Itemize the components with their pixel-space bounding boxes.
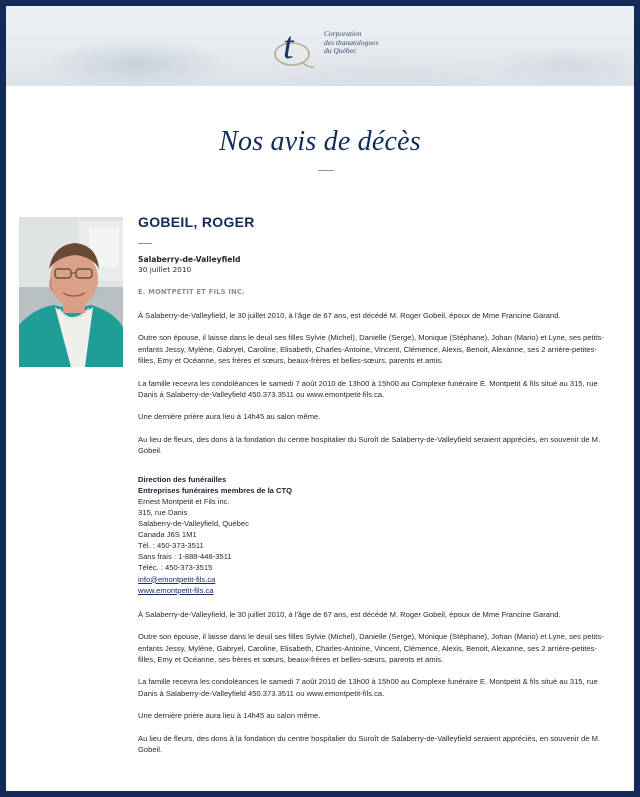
company-email-link[interactable]: info@emontpetit-fils.ca <box>138 574 216 584</box>
page-title: Nos avis de décès <box>219 126 421 157</box>
company-city: Salaberry-de-Valleyfield, Québec <box>138 519 249 529</box>
company-phone: Tél. : 450-373-3511 <box>138 541 204 551</box>
notice-paragraph: Au lieu de fleurs, des dons à la fondation du centre hospitalier du Suroît de Salaberry-de-Valleyfield seraient appréciés, en souvenir de M. Gobeil. <box>138 733 601 754</box>
ctq-logo[interactable] <box>270 20 390 74</box>
company-tollfree: Sans frais : 1-888-448-3511 <box>138 552 232 562</box>
notice-paragraph: Outre son épouse, il laisse dans le deuil ses filles Sylvie (Michel), Danielle (Serge), Monique (Stéphane), Johan (Mario) et Lyne, ses petits-enfants Jessy, Mylène, Gabryel, Caroline, Elisabeth, Charles-Antoine, Vincent, Clémence, Alexis, Benoit, Alexanne, ses 2 arrière-petites-filles, Emy et Océanne, ses frères et sœurs, beaux-frères et belles-sœurs, parents et amis. <box>138 632 604 664</box>
members-heading: Entreprises funéraires membres de la CTQ <box>138 485 293 495</box>
company-website-link[interactable]: www.emontpetit-fils.ca <box>138 585 214 595</box>
logo-text <box>324 30 378 56</box>
notice-paragraph: À Salaberry-de-Valleyfield, le 30 juillet 2010, à l'âge de 67 ans, est décédé M. Roger Gobeil, époux de Mme Francine Garand. <box>138 311 561 320</box>
notice-city: Salaberry-de-Valleyfield <box>138 255 241 264</box>
company-postal: Canada J6S 1M1 <box>138 530 197 540</box>
notice-paragraph: Outre son épouse, il laisse dans le deuil ses filles Sylvie (Michel), Danielle (Serge), Monique (Stéphane), Johan (Mario) et Lyne, ses petits-enfants Jessy, Mylène, Gabryel, Caroline, Elisabeth, Charles-Antoine, Vincent, Clémence, Alexis, Benoit, Alexanne, ses 2 arrière-petites-filles, Emy et Océanne, ses frères et sœurs, beaux-frères et belles-sœurs, parents et amis. <box>138 333 604 366</box>
notice-paragraph: La famille recevra les condoléances le samedi 7 août 2010 de 13h00 à 15h00 au Complexe funéraire E. Montpetit & fils situé au 315, rue Danis à Salaberry-de-Valleyfield 450.373.3511 ou www.emontpetit-fils.ca. <box>138 378 598 400</box>
title-divider <box>318 170 334 171</box>
notice-content <box>138 214 614 755</box>
notice-paragraph: Une dernière prière aura lieu à 14h45 au salon même. <box>138 412 321 422</box>
notice-paragraph: Une dernière prière aura lieu à 14h45 au salon même. <box>138 711 321 721</box>
ctq-logo-icon <box>270 20 320 74</box>
header-banner <box>6 6 634 86</box>
company-street: 315, rue Danis <box>138 507 188 517</box>
notice-date: 30 juillet 2010 <box>138 265 192 274</box>
notice-paragraph: La famille recevra les condoléances le samedi 7 août 2010 de 13h00 à 15h00 au Complexe funéraire E. Montpetit & fils situé au 315, rue Danis à Salaberry-de-Valleyfield 450.373.3511 ou www.emontpetit-fils.ca. <box>138 677 598 698</box>
logo-letter: t <box>283 25 294 67</box>
funeral-home-link[interactable]: E. MONTPETIT ET FILS INC. <box>138 288 245 296</box>
deceased-photo <box>19 217 123 367</box>
notice-paragraph: Au lieu de fleurs, des dons à la fondation du centre hospitalier du Suroît de Salaberry-de-Valleyfield seraient appréciés, en souvenir de M. Gobeil. <box>138 434 601 456</box>
logo-line-3: du Québec <box>324 46 357 56</box>
direction-heading: Direction des funérailles <box>138 474 227 484</box>
deceased-name: GOBEIL, ROGER <box>138 214 255 230</box>
name-divider <box>138 243 152 244</box>
funeral-direction-block <box>138 474 614 596</box>
logo-line-2: des thanatologues <box>324 37 379 47</box>
notice-paragraph: À Salaberry-de-Valleyfield, le 30 juillet 2010, à l'âge de 67 ans, est décédé M. Roger Gobeil, époux de Mme Francine Garand. <box>138 609 561 619</box>
logo-line-1: Corporation <box>324 29 362 38</box>
company-name: Ernest Montpetit et Fils inc. <box>138 496 230 506</box>
company-fax: Téléc. : 450-373-3515 <box>138 563 213 573</box>
